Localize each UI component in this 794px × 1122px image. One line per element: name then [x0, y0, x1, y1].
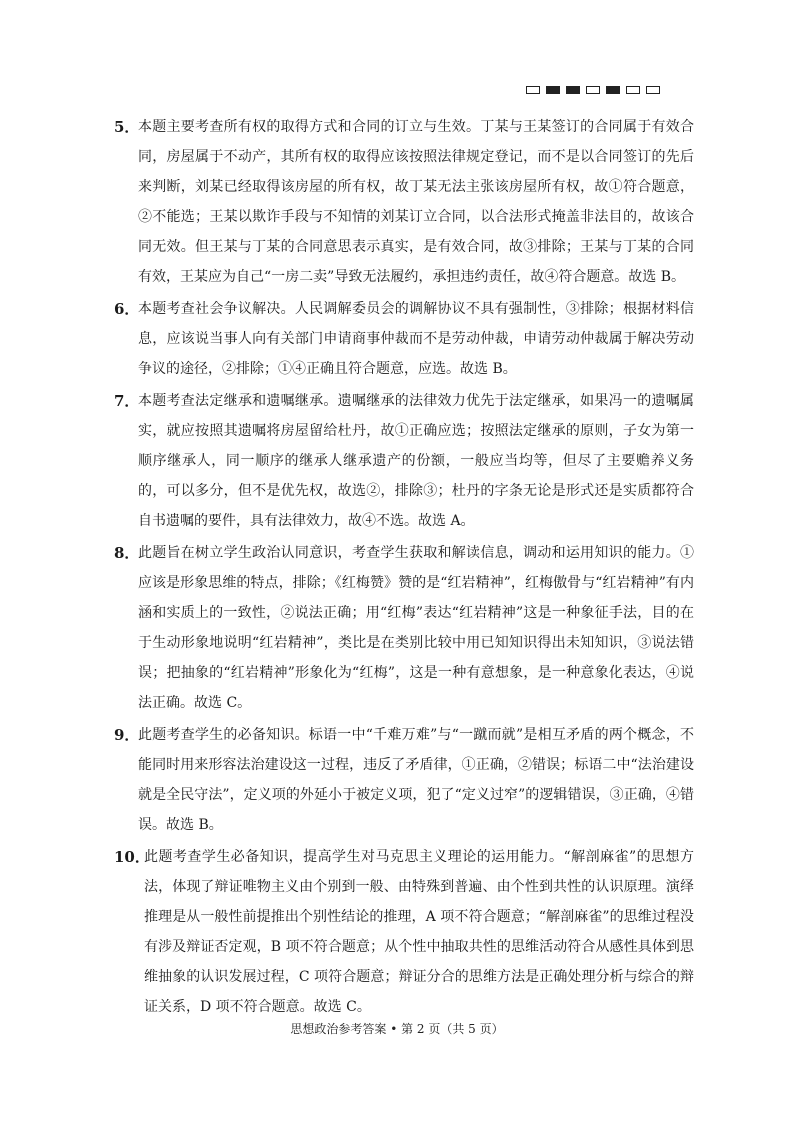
empty-square-mark	[646, 86, 660, 94]
answer-text: 此题考查学生的必备知识。标语一中“千难万难”与“一蹴而就”是相互矛盾的两个概念，不能同时用来形容法治建设这一过程，违反了矛盾律，①正确，②错误；标语二中“法治建设就是全民守法”，定义项的外延小于被定义项，犯了“定义过窄”的逻辑错误，③正确，④错误。故选 B。	[138, 727, 694, 833]
answer-item-10	[114, 842, 694, 1022]
answer-item-6	[114, 294, 694, 384]
filled-square-mark	[566, 86, 580, 94]
answer-item-5	[114, 112, 694, 292]
empty-square-mark	[586, 86, 600, 94]
answer-number: 10．	[114, 848, 150, 866]
answer-number: 8．	[114, 544, 140, 562]
answer-list	[114, 112, 694, 1024]
filled-square-mark	[546, 86, 560, 94]
filled-square-mark	[606, 86, 620, 94]
answer-item-9	[114, 720, 694, 840]
answer-item-8	[114, 538, 694, 718]
answer-number: 9．	[114, 726, 140, 744]
answer-number: 7．	[114, 392, 140, 410]
answer-number: 5．	[114, 118, 140, 136]
empty-square-mark	[526, 86, 540, 94]
header-marks	[526, 86, 660, 94]
answer-text: 此题旨在树立学生政治认同意识，考查学生获取和解读信息，调动和运用知识的能力。①应该是形象思维的特点，排除；《红梅赞》赞的是“红岩精神”，红梅傲骨与“红岩精神”有内涵和实质上的一致性，②说法正确；用“红梅”表达“红岩精神”这是一种象征手法，目的在于生动形象地说明“红岩精神”，类比是在类别比较中用已知知识得出未知知识，③说法错误；把抽象的“红岩精神”形象化为“红梅”，这是一种有意想象，是一种意象化表达，④说法正确。故选 C。	[138, 545, 694, 711]
page-footer: 思想政治参考答案 • 第 2 页（共 5 页）	[290, 1022, 504, 1036]
answer-text: 此题考查学生必备知识，提高学生对马克思主义理论的运用能力。“解剖麻雀”的思想方法，体现了辩证唯物主义由个别到一般、由特殊到普遍、由个性到共性的认识原理。演绎推理是从一般性前提推出个别性结论的推理，A 项不符合题意；“解剖麻雀”的思维过程没有涉及辩证否定观，B 项不符合题意；从个性中抽取共性的思维活动符合从感性具体到思维抽象的认识发展过程，C 项符合题意；辩证分合的思维方法是正确处理分析与综合的辩证关系，D 项不符合题意。故选 C。	[144, 849, 694, 1015]
empty-square-mark	[626, 86, 640, 94]
answer-text: 本题考查社会争议解决。人民调解委员会的调解协议不具有强制性，③排除；根据材料信息，应该说当事人向有关部门申请商事仲裁而不是劳动仲裁，申请劳动仲裁属于解决劳动争议的途径，②排除；①④正确且符合题意，应选。故选 B。	[138, 301, 694, 377]
answer-number: 6．	[114, 300, 140, 318]
answer-text: 本题考查法定继承和遗嘱继承。遗嘱继承的法律效力优先于法定继承，如果冯一的遗嘱属实，就应按照其遗嘱将房屋留给杜丹，故①正确应选；按照法定继承的原则，子女为第一顺序继承人，同一顺序的继承人继承遗产的份额，一般应当均等，但尽了主要赡养义务的，可以多分，但不是优先权，故选②，排除③；杜丹的字条无论是形式还是实质都符合自书遗嘱的要件，具有法律效力，故④不选。故选 A。	[138, 393, 694, 529]
answer-text: 本题主要考查所有权的取得方式和合同的订立与生效。丁某与王某签订的合同属于有效合同，房屋属于不动产，其所有权的取得应该按照法律规定登记，而不是以合同签订的先后来判断，刘某已经取得该房屋的所有权，故丁某无法主张该房屋所有权，故①符合题意，②不能选；王某以欺诈手段与不知情的刘某订立合同，以合法形式掩盖非法目的，故该合同无效。但王某与丁某的合同意思表示真实，是有效合同，故③排除；王某与丁某的合同有效，王某应为自己“一房二卖”导致无法履约，承担违约责任，故④符合题意。故选 B。	[138, 119, 694, 285]
answer-item-7	[114, 386, 694, 536]
